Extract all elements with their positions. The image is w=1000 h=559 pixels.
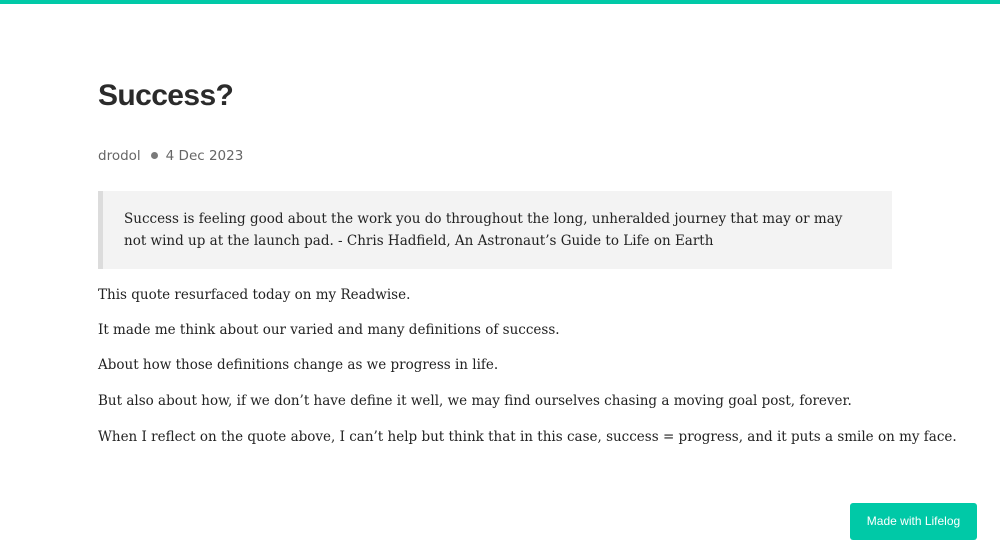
- post-paragraph: This quote resurfaced today on my Readwise.: [98, 287, 411, 303]
- post-paragraph: When I reflect on the quote above, I can’t help but think that in this case, success = progress, and it puts a smile on my face.: [98, 429, 957, 445]
- post-date: 4 Dec 2023: [165, 148, 244, 164]
- post-paragraph: But also about how, if we don’t have define it well, we may find ourselves chasing a moving goal post, forever.: [98, 393, 852, 409]
- made-with-lifelog-button[interactable]: Made with Lifelog: [850, 503, 977, 540]
- post-paragraph: About how those definitions change as we progress in life.: [98, 357, 499, 373]
- post-meta: [98, 147, 243, 165]
- post-paragraph: It made me think about our varied and many definitions of success.: [98, 322, 560, 338]
- top-accent-bar: [0, 0, 1000, 4]
- post-blockquote: Success is feeling good about the work you do throughout the long, unheralded journey that may or may not wind up at the launch pad. - Chris Hadfield, An Astronaut’s Guide to Life on Earth: [98, 191, 892, 269]
- post-author[interactable]: drodol: [98, 148, 141, 164]
- post-title: Success?: [98, 79, 234, 112]
- separator-dot-icon: [151, 152, 158, 159]
